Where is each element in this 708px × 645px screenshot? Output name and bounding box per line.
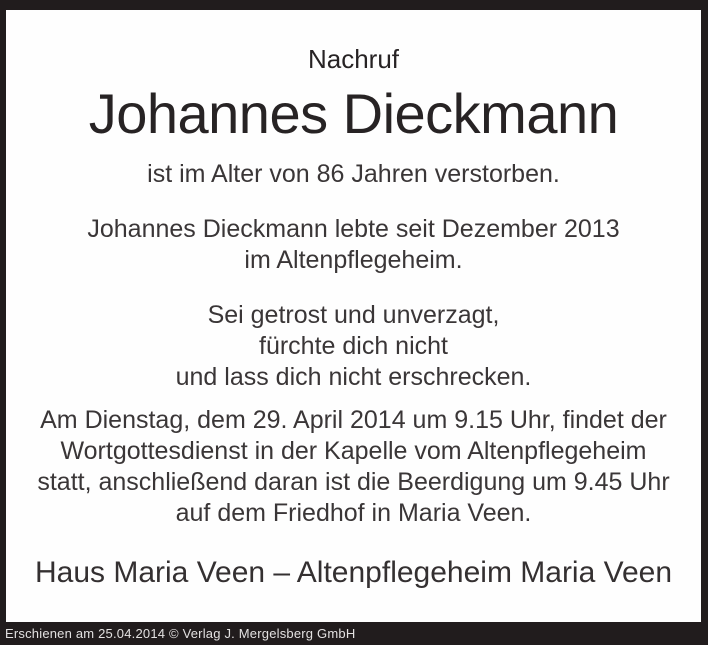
consolation-verse-paragraph [176, 300, 532, 393]
funeral-details-paragraph [37, 405, 669, 529]
imprint-text: Erschienen am 25.04.2014 © Verlag J. Mergelsberg GmbH [5, 626, 356, 641]
paragraph-line: im Altenpflegeheim. [244, 246, 463, 274]
paragraph-line: auf dem Friedhof in Maria Veen. [175, 499, 532, 527]
obituary-card [6, 10, 701, 622]
paragraph-line: Am Dienstag, dem 29. April 2014 um 9.15 Uhr, findet der [40, 406, 667, 434]
paragraph-line: Johannes Dieckmann lebte seit Dezember 2013 [87, 215, 620, 243]
paragraph-line: Wortgottesdienst in der Kapelle vom Altenpflegeheim [60, 437, 647, 465]
deceased-name: Johannes Dieckmann [88, 82, 619, 145]
paragraph-line: und lass dich nicht erschrecken. [175, 363, 532, 391]
paragraph-line: statt, anschließend daran ist die Beerdigung um 9.45 Uhr [37, 468, 670, 496]
paragraph-line: Sei getrost und unverzagt, [207, 301, 500, 329]
obituary-kicker: Nachruf [307, 44, 400, 74]
obituary-signature: Haus Maria Veen – Altenpflegeheim Maria Veen [34, 556, 673, 589]
death-statement: ist im Alter von 86 Jahren verstorben. [147, 160, 560, 188]
paragraph-line: fürchte dich nicht [259, 332, 448, 360]
residence-paragraph [87, 214, 619, 276]
